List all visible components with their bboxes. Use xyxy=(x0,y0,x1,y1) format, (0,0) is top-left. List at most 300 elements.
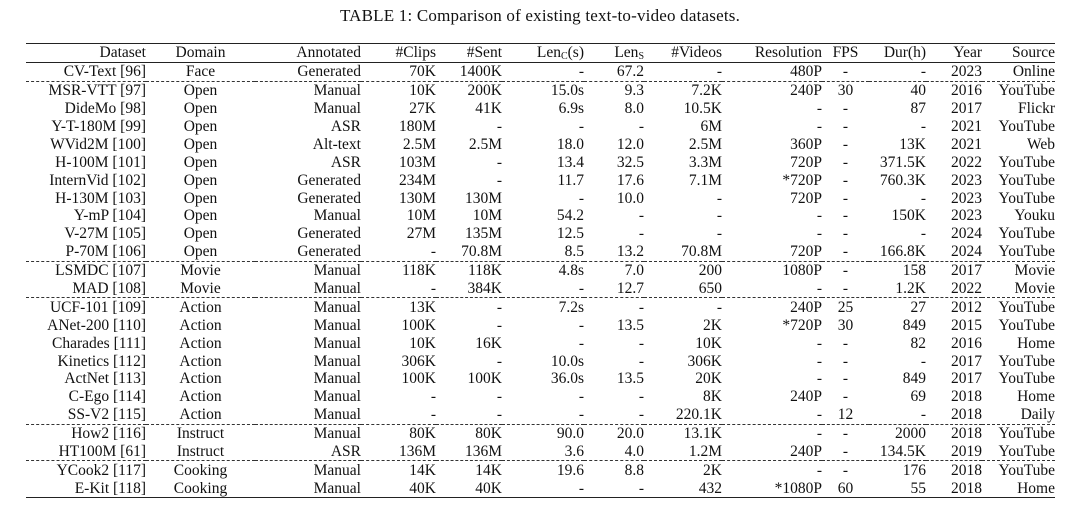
table-cell: 18.0 xyxy=(556,135,584,153)
table-cell: - xyxy=(822,461,869,479)
table-cell: 432 xyxy=(698,479,722,497)
table-row xyxy=(26,135,1055,153)
table-cell: Open xyxy=(183,207,218,225)
table-cell: DideMo [98] xyxy=(64,100,146,118)
table-cell: Movie xyxy=(180,280,221,298)
table-cell: Y-T-180M [99] xyxy=(51,118,146,135)
table-cell: Manual xyxy=(313,352,361,370)
table-cell: - xyxy=(578,406,584,424)
table-cell: 7.2K xyxy=(644,81,722,99)
table-cell: C-Ego [114] xyxy=(68,388,146,406)
table-cell: 103M xyxy=(398,153,436,171)
table-row xyxy=(26,424,1055,442)
table-cell: - xyxy=(496,352,502,370)
table-cell: 10K xyxy=(361,81,436,99)
table-cell: - xyxy=(638,406,644,424)
table-cell: 360P xyxy=(790,135,822,153)
table-cell: YouTube xyxy=(998,118,1055,135)
table-cell: 8.0 xyxy=(624,100,644,118)
table-cell: - xyxy=(638,334,644,352)
table-cell: 25 xyxy=(822,298,869,316)
table-cell: LSMDC [107] xyxy=(26,261,146,279)
table-cell: 12.0 xyxy=(616,135,644,153)
table-cell: 200 xyxy=(644,261,722,279)
table-cell: 371.5K xyxy=(879,153,926,171)
column-header: FPS xyxy=(832,44,859,62)
table-cell: 12.5 xyxy=(556,225,584,243)
datasets-table xyxy=(26,43,1055,498)
table-cell: YouTube xyxy=(998,171,1055,189)
table-cell: - xyxy=(722,461,822,479)
table-cell: 2.5M xyxy=(402,135,436,153)
table-cell: 12.7 xyxy=(616,280,644,298)
table-cell: Manual xyxy=(255,424,361,442)
table-cell: 69 xyxy=(910,388,926,406)
table-cell: - xyxy=(816,352,822,370)
table-cell: - xyxy=(842,243,849,261)
table-cell: YouTube xyxy=(998,316,1055,334)
table-cell: Manual xyxy=(313,100,361,118)
table-cell: Manual xyxy=(255,461,361,479)
table-cell: 17.6 xyxy=(616,171,644,189)
table-cell: - xyxy=(816,406,822,424)
table-cell: 41K xyxy=(475,100,502,118)
table-cell: - xyxy=(822,424,869,442)
table-cell: 7.0 xyxy=(584,261,644,279)
table-cell: - xyxy=(430,406,436,424)
table-cell: - xyxy=(644,298,722,316)
table-cell: YouTube xyxy=(998,153,1055,171)
table-cell: How2 [116] xyxy=(26,424,146,442)
table-cell: - xyxy=(638,118,644,135)
table-cell: - xyxy=(578,479,584,497)
table-cell: 12 xyxy=(837,406,854,424)
table-cell: V-27M [105] xyxy=(64,225,146,243)
table-cell: 13.4 xyxy=(556,153,584,171)
table-cell: 2.5M xyxy=(688,135,722,153)
table-cell: 13K xyxy=(899,135,926,153)
table-row xyxy=(26,261,1055,279)
table-cell: 9.3 xyxy=(584,81,644,99)
column-header: Year xyxy=(953,44,982,62)
table-cell: YCook2 [117] xyxy=(26,461,146,479)
table-row xyxy=(26,62,1055,81)
table-cell: YouTube xyxy=(982,298,1055,316)
table-row xyxy=(26,461,1055,479)
table-cell: 2022 xyxy=(951,153,982,171)
table-cell: - xyxy=(920,352,926,370)
table-cell: Y-mP [104] xyxy=(73,207,146,225)
table-cell: 240P xyxy=(722,81,822,99)
table-cell: - xyxy=(816,118,822,135)
table-cell: 60 xyxy=(837,479,854,497)
table-cell: ANet-200 [110] xyxy=(47,316,146,334)
table-cell: - xyxy=(842,370,849,388)
table-cell: 2023 xyxy=(951,207,982,225)
table-cell: 136M xyxy=(398,443,436,461)
table-cell: Manual xyxy=(313,334,361,352)
table-cell: 100K xyxy=(401,316,436,334)
table-cell: 30 xyxy=(837,316,854,334)
table-cell: - xyxy=(716,225,722,243)
table-cell: 40 xyxy=(869,81,926,99)
table-cell: 8.5 xyxy=(564,243,584,261)
table-cell: 2K xyxy=(703,316,722,334)
table-row xyxy=(26,81,1055,99)
table-row xyxy=(26,189,1055,207)
table-row xyxy=(26,171,1055,189)
table-cell: 14K xyxy=(361,461,436,479)
table-cell: Generated xyxy=(297,63,361,81)
table-cell: Action xyxy=(179,406,222,424)
table-cell: 1080P xyxy=(722,261,822,279)
table-cell: 2017 xyxy=(951,352,982,370)
table-cell: 2018 xyxy=(926,461,982,479)
table-cell: Generated xyxy=(297,225,361,243)
table-cell: 650 xyxy=(698,280,722,298)
table-cell: - xyxy=(842,443,849,461)
table-cell: - xyxy=(496,171,502,189)
table-cell: Web xyxy=(1026,135,1055,153)
table-cell: 2019 xyxy=(951,443,982,461)
column-header: Source xyxy=(1011,44,1055,62)
table-cell: - xyxy=(496,406,502,424)
table-cell: 82 xyxy=(910,334,926,352)
table-cell: 2K xyxy=(644,461,722,479)
table-cell: 6.9s xyxy=(558,100,584,118)
table-cell: 87 xyxy=(910,100,926,118)
column-header: #Clips xyxy=(395,44,436,62)
table-cell: 13.5 xyxy=(616,370,644,388)
table-cell: 90.0 xyxy=(502,424,584,442)
table-cell: Open xyxy=(146,81,255,99)
table-row xyxy=(26,352,1055,370)
table-cell: - xyxy=(496,316,502,334)
table-cell: 130M xyxy=(398,189,436,207)
table-cell: P-70M [106] xyxy=(65,243,146,261)
table-cell: Open xyxy=(183,225,218,243)
table-cell: 7.2s xyxy=(502,298,584,316)
table-cell: YouTube xyxy=(998,189,1055,207)
table-row xyxy=(26,370,1055,388)
table-cell: Manual xyxy=(255,81,361,99)
table-cell: 70.8M xyxy=(681,243,722,261)
table-cell: 27 xyxy=(869,298,926,316)
table-cell: - xyxy=(842,207,849,225)
table-cell: - xyxy=(842,171,849,189)
table-cell: 2016 xyxy=(926,81,982,99)
table-cell: Face xyxy=(185,63,216,81)
table-cell: 10K xyxy=(409,334,436,352)
table-cell: 760.3K xyxy=(879,171,926,189)
table-cell: 40K xyxy=(475,479,502,497)
table-body xyxy=(26,62,1055,497)
table-cell: ActNet [113] xyxy=(64,370,146,388)
table-cell: - xyxy=(816,207,822,225)
table-cell: 240P xyxy=(790,388,822,406)
table-cell: 3.6 xyxy=(564,443,584,461)
table-cell: MSR-VTT [97] xyxy=(26,81,146,99)
table-cell: 200K xyxy=(436,81,502,99)
column-header: Dur(h) xyxy=(883,44,926,62)
table-cell: 10K xyxy=(695,334,722,352)
table-cell: - xyxy=(716,63,722,81)
table-cell: 70.8M xyxy=(461,243,502,261)
table-cell: 134.5K xyxy=(879,443,926,461)
table-cell: YouTube xyxy=(998,225,1055,243)
table-cell: 2017 xyxy=(926,261,982,279)
table-cell: - xyxy=(430,280,436,298)
table-cell: Movie xyxy=(982,261,1055,279)
table-row xyxy=(26,316,1055,334)
table-cell: Action xyxy=(179,334,222,352)
table-row xyxy=(26,153,1055,171)
table-cell: YouTube xyxy=(982,461,1055,479)
table-cell: 2018 xyxy=(926,424,982,442)
table-cell: - xyxy=(920,63,926,81)
table-cell: 849 xyxy=(902,370,926,388)
table-cell: - xyxy=(920,225,926,243)
table-cell: 166.8K xyxy=(879,243,926,261)
table-cell: - xyxy=(638,388,644,406)
table-cell: - xyxy=(430,388,436,406)
table-cell: - xyxy=(638,225,644,243)
table-cell: Alt-text xyxy=(312,135,361,153)
table-cell: - xyxy=(842,135,849,153)
table-cell: Daily xyxy=(1020,406,1055,424)
table-row xyxy=(26,225,1055,243)
table-cell: 2024 xyxy=(951,225,982,243)
table-cell: - xyxy=(638,352,644,370)
table-cell: H-100M [101] xyxy=(55,153,146,171)
table-cell: UCF-101 [109] xyxy=(26,298,146,316)
table-cell: 306K xyxy=(401,352,436,370)
table-cell: 2.5M xyxy=(468,135,502,153)
table-cell: Action xyxy=(179,370,222,388)
table-cell: YouTube xyxy=(982,424,1055,442)
table-cell: 180M xyxy=(398,118,436,135)
table-cell: 306K xyxy=(687,352,722,370)
table-row xyxy=(26,243,1055,261)
table-cell: 67.2 xyxy=(616,63,644,81)
table-cell: 7.1M xyxy=(688,171,722,189)
table-cell: - xyxy=(816,100,822,118)
table-cell: - xyxy=(716,189,722,207)
table-cell: - xyxy=(578,316,584,334)
table-cell: Manual xyxy=(255,261,361,279)
table-cell: Kinetics [112] xyxy=(57,352,146,370)
table-cell: 13.5 xyxy=(616,316,644,334)
column-header: Domain xyxy=(175,44,226,62)
table-cell: 136M xyxy=(464,443,502,461)
table-cell: Manual xyxy=(313,406,361,424)
table-cell: 4.0 xyxy=(624,443,644,461)
table-cell: 2021 xyxy=(951,118,982,135)
table-cell: 70K xyxy=(409,63,436,81)
table-cell: - xyxy=(822,261,869,279)
table-cell: - xyxy=(920,118,926,135)
table-cell: 130M xyxy=(464,189,502,207)
table-cell: - xyxy=(920,406,926,424)
table-cell: Instruct xyxy=(176,443,225,461)
table-cell: 32.5 xyxy=(616,153,644,171)
table-cell: - xyxy=(842,153,849,171)
table-cell: Open xyxy=(183,153,218,171)
table-cell: - xyxy=(842,118,849,135)
table-cell: WVid2M [100] xyxy=(50,135,146,153)
table-cell: - xyxy=(496,388,502,406)
table-cell: 16K xyxy=(475,334,502,352)
table-cell: 2018 xyxy=(951,388,982,406)
table-cell: 2018 xyxy=(951,406,982,424)
table-cell: 10.0 xyxy=(616,189,644,207)
table-cell: 4.8s xyxy=(502,261,584,279)
table-cell: Home xyxy=(1017,334,1055,352)
table-cell: Action xyxy=(146,298,255,316)
table-row xyxy=(26,207,1055,225)
table-cell: - xyxy=(578,334,584,352)
table-cell: 2017 xyxy=(951,100,982,118)
table-cell: - xyxy=(496,118,502,135)
table-cell: Manual xyxy=(313,479,361,497)
table-cell: MAD [108] xyxy=(72,280,146,298)
table-cell: Movie xyxy=(146,261,255,279)
table-cell: 19.6 xyxy=(502,461,584,479)
table-cell: - xyxy=(436,298,502,316)
table-cell: 20.0 xyxy=(584,424,644,442)
table-cell: - xyxy=(722,424,822,442)
table-cell: - xyxy=(842,280,849,298)
table-cell: 234M xyxy=(398,171,436,189)
table-cell: 54.2 xyxy=(556,207,584,225)
table-cell: 1.2M xyxy=(688,443,722,461)
table-cell: Action xyxy=(179,316,222,334)
table-row xyxy=(26,443,1055,461)
table-cell: Cooking xyxy=(173,479,228,497)
table-cell: - xyxy=(842,388,849,406)
column-header: #Sent xyxy=(466,44,502,62)
table-cell: 30 xyxy=(822,81,869,99)
table-cell: Cooking xyxy=(146,461,255,479)
table-cell: Online xyxy=(1012,63,1055,81)
table-cell: 480P xyxy=(790,63,822,81)
table-cell: 158 xyxy=(869,261,926,279)
table-cell: 27M xyxy=(406,225,436,243)
column-header: #Videos xyxy=(671,44,722,62)
table-cell: 100K xyxy=(401,370,436,388)
table-cell: 2000 xyxy=(869,424,926,442)
table-cell: 384K xyxy=(467,280,502,298)
table-cell: HT100M [61] xyxy=(58,443,146,461)
table-cell: 1.2K xyxy=(895,280,926,298)
table-cell: 720P xyxy=(790,153,822,171)
table-cell: 2015 xyxy=(951,316,982,334)
table-cell: - xyxy=(638,479,644,497)
table-cell: 13K xyxy=(361,298,436,316)
table-cell: - xyxy=(716,207,722,225)
table-cell: - xyxy=(578,118,584,135)
table-cell: H-130M [103] xyxy=(55,189,146,207)
table-cell: 176 xyxy=(869,461,926,479)
table-cell: - xyxy=(578,388,584,406)
table-cell: Movie xyxy=(1014,280,1055,298)
table-cell: 10M xyxy=(406,207,436,225)
table-cell: 6M xyxy=(700,118,722,135)
table-cell: 2023 xyxy=(951,189,982,207)
table-cell: Charades [111] xyxy=(52,334,146,352)
table-cell: 2023 xyxy=(951,63,982,81)
table-cell: Manual xyxy=(255,298,361,316)
table-cell: Action xyxy=(179,352,222,370)
table-cell: Open xyxy=(183,189,218,207)
table-cell: 10.0s xyxy=(550,352,584,370)
table-cell: Home xyxy=(1017,388,1055,406)
table-cell: - xyxy=(496,153,502,171)
table-cell: 13.1K xyxy=(644,424,722,442)
table-cell: - xyxy=(816,370,822,388)
table-row xyxy=(26,298,1055,316)
table-cell: YouTube xyxy=(998,443,1055,461)
table-cell: YouTube xyxy=(998,370,1055,388)
table-cell: *720P xyxy=(782,316,822,334)
table-row xyxy=(26,100,1055,118)
column-header: Resolution xyxy=(754,44,822,62)
table-cell: - xyxy=(842,189,849,207)
table-cell: Open xyxy=(183,243,218,261)
table-cell: E-Kit [118] xyxy=(74,479,146,497)
table-header-row xyxy=(26,44,1055,63)
table-cell: 100K xyxy=(467,370,502,388)
table-cell: 2024 xyxy=(951,243,982,261)
table-cell: 11.7 xyxy=(557,171,584,189)
table-cell: 27K xyxy=(409,100,436,118)
table-row xyxy=(26,406,1055,424)
table-cell: Manual xyxy=(313,370,361,388)
table-cell: 240P xyxy=(790,443,822,461)
table-cell: *1080P xyxy=(774,479,822,497)
table-cell: 36.0s xyxy=(550,370,584,388)
table-row xyxy=(26,479,1055,497)
table-cell: - xyxy=(816,334,822,352)
table-cell: 55 xyxy=(910,479,926,497)
table-cell: Home xyxy=(1017,479,1055,497)
table-cell: - xyxy=(842,100,849,118)
table-cell: *720P xyxy=(782,171,822,189)
table-cell: 2012 xyxy=(926,298,982,316)
table-cell: Generated xyxy=(297,171,361,189)
table-cell: YouTube xyxy=(998,243,1055,261)
table-cell: 720P xyxy=(790,189,822,207)
table-cell: YouTube xyxy=(998,352,1055,370)
table-cell: 20K xyxy=(695,370,722,388)
table-cell: 240P xyxy=(722,298,822,316)
table-cell: - xyxy=(816,225,822,243)
table-row xyxy=(26,388,1055,406)
table-cell: Manual xyxy=(313,207,361,225)
table-cell: 2023 xyxy=(951,171,982,189)
table-cell: 720P xyxy=(790,243,822,261)
table-cell: 2017 xyxy=(951,370,982,388)
column-header: Dataset xyxy=(99,44,146,62)
table-cell: - xyxy=(638,207,644,225)
table-cell: - xyxy=(430,243,436,261)
table-cell: Flickr xyxy=(1017,100,1055,118)
table-cell: Open xyxy=(183,100,218,118)
column-header: Len$_C$(s) xyxy=(536,44,584,63)
table-cell: Open xyxy=(183,118,218,135)
table-cell: 150K xyxy=(891,207,926,225)
table-cell: Manual xyxy=(313,388,361,406)
